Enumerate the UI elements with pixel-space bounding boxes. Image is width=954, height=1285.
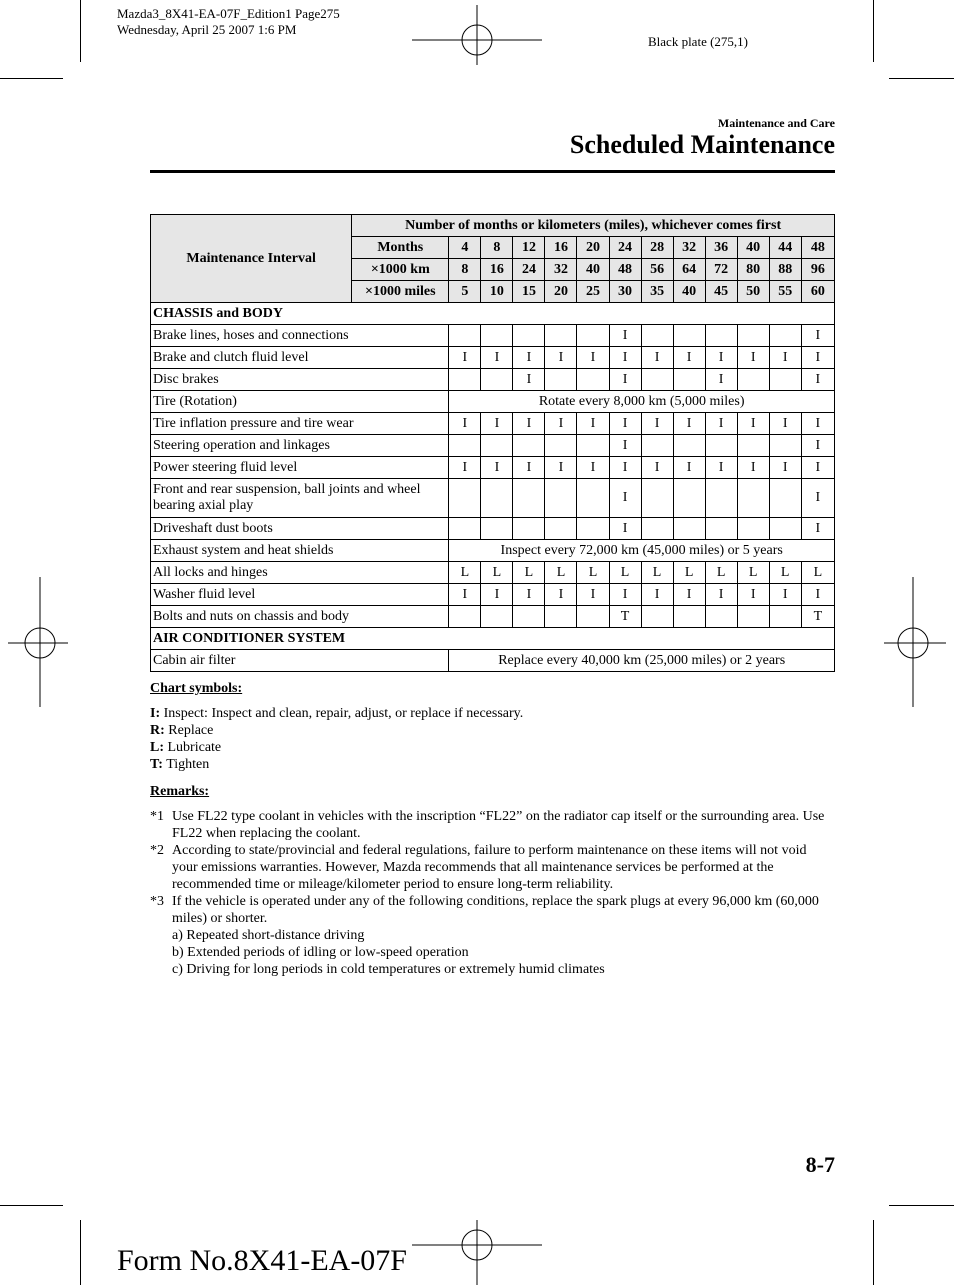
remark-sub-item: a) Repeated short-distance driving [172, 928, 365, 943]
schedule-cell [577, 479, 609, 518]
schedule-cell [737, 479, 769, 518]
schedule-cell [769, 606, 801, 628]
registration-mark-icon [884, 577, 946, 707]
schedule-cell: I [705, 347, 737, 369]
schedule-cell: I [705, 413, 737, 435]
schedule-cell: I [513, 584, 545, 606]
crop-mark [0, 78, 63, 79]
schedule-cell: I [801, 584, 834, 606]
km-cell: 48 [609, 259, 641, 281]
schedule-cell [513, 435, 545, 457]
item-label: Tire (Rotation) [151, 391, 449, 413]
item-label: Bolts and nuts on chassis and body [151, 606, 449, 628]
registration-mark-icon [8, 577, 68, 707]
km-cell: 40 [577, 259, 609, 281]
km-cell: 16 [481, 259, 513, 281]
item-label: Brake lines, hoses and connections [151, 325, 449, 347]
schedule-cell [513, 325, 545, 347]
schedule-cell: I [801, 325, 834, 347]
schedule-cell: I [769, 347, 801, 369]
schedule-cell: I [705, 584, 737, 606]
miles-cell: 20 [545, 281, 577, 303]
remark-text: According to state/provincial and federal regulations, failure to perform maintenance on these items will not void your emissions warranties. However, Mazda recommends that all maintenance services be performed at the recommended time or mileage/kilometer period to ensure long-term reliability. [172, 843, 807, 892]
schedule-cell: I [801, 413, 834, 435]
schedule-cell: L [513, 562, 545, 584]
schedule-cell [673, 325, 705, 347]
crop-mark [80, 1220, 81, 1285]
remarks-heading: Remarks: [150, 784, 210, 799]
schedule-cell: L [545, 562, 577, 584]
maintenance-table [150, 214, 835, 672]
schedule-cell [641, 325, 673, 347]
schedule-cell: I [545, 584, 577, 606]
crop-mark [80, 0, 81, 62]
crop-mark [873, 0, 874, 62]
months-cell: 48 [801, 237, 834, 259]
schedule-cell [737, 518, 769, 540]
schedule-cell: I [609, 325, 641, 347]
schedule-cell [577, 369, 609, 391]
months-cell: 12 [513, 237, 545, 259]
miles-cell: 25 [577, 281, 609, 303]
schedule-cell: I [641, 457, 673, 479]
registration-mark-icon [412, 5, 542, 65]
schedule-cell: I [481, 457, 513, 479]
schedule-cell [769, 325, 801, 347]
schedule-cell: I [545, 347, 577, 369]
remark-sub-item: b) Extended periods of idling or low-speed operation [172, 945, 469, 960]
table-row [151, 347, 835, 369]
miles-cell: 5 [449, 281, 481, 303]
schedule-cell: I [513, 413, 545, 435]
chart-symbols-list [150, 705, 523, 773]
km-cell: 80 [737, 259, 769, 281]
item-label: Exhaust system and heat shields [151, 540, 449, 562]
schedule-cell [481, 369, 513, 391]
schedule-cell: I [673, 347, 705, 369]
schedule-cell: I [449, 584, 481, 606]
km-cell: 88 [769, 259, 801, 281]
symbol-text: Replace [164, 723, 214, 738]
miles-cell: 35 [641, 281, 673, 303]
schedule-cell: I [449, 413, 481, 435]
symbol-key: T: [150, 757, 163, 772]
schedule-cell: I [609, 347, 641, 369]
schedule-cell: I [737, 347, 769, 369]
schedule-cell: I [577, 413, 609, 435]
schedule-cell: I [641, 413, 673, 435]
months-cell: 40 [737, 237, 769, 259]
symbol-item [150, 739, 523, 756]
schedule-cell: I [737, 457, 769, 479]
remark-sub-item: c) Driving for long periods in cold temperatures or extremely humid climates [172, 962, 605, 977]
table-row [151, 325, 835, 347]
schedule-cell: I [513, 347, 545, 369]
schedule-cell [737, 325, 769, 347]
km-cell: 96 [801, 259, 834, 281]
remark-item [150, 808, 835, 842]
schedule-cell: I [737, 584, 769, 606]
table-row [151, 369, 835, 391]
table-row [151, 562, 835, 584]
table-row [151, 650, 835, 672]
km-cell: 32 [545, 259, 577, 281]
schedule-cell [449, 606, 481, 628]
schedule-cell [769, 435, 801, 457]
item-label: Disc brakes [151, 369, 449, 391]
crop-mark [873, 1220, 874, 1285]
schedule-cell: I [513, 457, 545, 479]
km-label: ×1000 km [352, 259, 449, 281]
item-label: Steering operation and linkages [151, 435, 449, 457]
page-title: Scheduled Maintenance [569, 130, 835, 159]
remark-text: If the vehicle is operated under any of the following conditions, replace the spark plugs at every 96,000 km (60,000 miles) or shorter. [172, 894, 819, 926]
schedule-cell [481, 518, 513, 540]
schedule-cell: I [769, 413, 801, 435]
schedule-cell [673, 518, 705, 540]
table-row [151, 391, 835, 413]
miles-label: ×1000 miles [352, 281, 449, 303]
schedule-cell: I [513, 369, 545, 391]
schedule-cell: I [609, 479, 641, 518]
schedule-cell: I [801, 347, 834, 369]
schedule-cell: I [609, 457, 641, 479]
print-header [117, 6, 340, 38]
schedule-cell: L [609, 562, 641, 584]
schedule-cell: I [609, 435, 641, 457]
schedule-cell [673, 479, 705, 518]
schedule-cell [545, 606, 577, 628]
miles-cell: 40 [673, 281, 705, 303]
schedule-cell: I [481, 347, 513, 369]
schedule-cell [449, 435, 481, 457]
schedule-cell: I [769, 457, 801, 479]
months-cell: 32 [673, 237, 705, 259]
section-kicker: Maintenance and Care [717, 116, 835, 130]
schedule-cell [545, 435, 577, 457]
km-cell: 72 [705, 259, 737, 281]
table-row [151, 435, 835, 457]
months-label: Months [352, 237, 449, 259]
miles-cell: 45 [705, 281, 737, 303]
schedule-cell: I [641, 347, 673, 369]
item-label: Cabin air filter [151, 650, 449, 672]
plate-label: Black plate (275,1) [648, 34, 748, 49]
print-header-line1: Mazda3_8X41-EA-07F_Edition1 Page275 [117, 6, 340, 21]
symbol-key: R: [150, 723, 165, 738]
schedule-cell [449, 479, 481, 518]
schedule-cell [481, 435, 513, 457]
schedule-cell: I [609, 369, 641, 391]
table-row [151, 413, 835, 435]
schedule-cell: L [481, 562, 513, 584]
schedule-cell [641, 606, 673, 628]
schedule-cell: L [673, 562, 705, 584]
schedule-cell [481, 606, 513, 628]
interval-note: Replace every 40,000 km (25,000 miles) or 2 years [449, 650, 835, 672]
schedule-cell [577, 606, 609, 628]
item-label: Driveshaft dust boots [151, 518, 449, 540]
miles-cell: 60 [801, 281, 834, 303]
remark-item [150, 893, 835, 927]
table-row [151, 479, 835, 518]
schedule-cell: I [673, 584, 705, 606]
schedule-cell [705, 325, 737, 347]
schedule-cell: I [545, 457, 577, 479]
schedule-cell [769, 518, 801, 540]
chart-symbols-heading: Chart symbols: [150, 681, 243, 696]
schedule-cell: T [801, 606, 834, 628]
symbol-key: I: [150, 706, 161, 721]
schedule-cell [737, 606, 769, 628]
title-rule [150, 170, 835, 173]
schedule-cell: L [769, 562, 801, 584]
crop-mark [889, 1205, 954, 1206]
months-cell: 24 [609, 237, 641, 259]
months-cell: 16 [545, 237, 577, 259]
schedule-cell: I [577, 347, 609, 369]
schedule-cell [641, 435, 673, 457]
remarks-list [150, 808, 835, 978]
schedule-cell [513, 479, 545, 518]
schedule-cell: I [577, 584, 609, 606]
symbol-text: Tighten [162, 757, 210, 772]
symbol-item [150, 705, 523, 722]
schedule-cell [705, 479, 737, 518]
schedule-cell: L [449, 562, 481, 584]
schedule-cell [513, 518, 545, 540]
schedule-cell: I [737, 413, 769, 435]
km-cell: 8 [449, 259, 481, 281]
remark-number: *3 [150, 894, 164, 909]
schedule-cell [481, 325, 513, 347]
schedule-cell [545, 518, 577, 540]
symbol-text: Inspect: Inspect and clean, repair, adjust, or replace if necessary. [160, 706, 524, 721]
schedule-cell [641, 479, 673, 518]
schedule-cell [705, 606, 737, 628]
item-label: All locks and hinges [151, 562, 449, 584]
section-ac: AIR CONDITIONER SYSTEM [151, 628, 835, 650]
item-label: Front and rear suspension, ball joints and wheel bearing axial play [151, 479, 449, 518]
crop-mark [0, 1205, 63, 1206]
miles-cell: 30 [609, 281, 641, 303]
schedule-cell: I [609, 413, 641, 435]
interval-header: Maintenance Interval [151, 215, 352, 303]
symbol-key: L: [150, 740, 164, 755]
months-cell: 44 [769, 237, 801, 259]
schedule-cell [705, 435, 737, 457]
schedule-cell [641, 369, 673, 391]
registration-mark-icon [412, 1220, 542, 1285]
table-row [151, 518, 835, 540]
schedule-cell [481, 479, 513, 518]
schedule-cell: I [449, 347, 481, 369]
schedule-cell [737, 369, 769, 391]
schedule-cell: I [801, 479, 834, 518]
miles-cell: 10 [481, 281, 513, 303]
schedule-cell: I [801, 457, 834, 479]
schedule-cell [673, 369, 705, 391]
schedule-cell: L [577, 562, 609, 584]
schedule-cell [577, 325, 609, 347]
schedule-cell: I [769, 584, 801, 606]
remark-number: *1 [150, 809, 164, 824]
miles-cell: 55 [769, 281, 801, 303]
schedule-cell [449, 518, 481, 540]
schedule-cell: I [481, 413, 513, 435]
months-cell: 8 [481, 237, 513, 259]
table-row [151, 540, 835, 562]
schedule-cell: I [609, 518, 641, 540]
schedule-cell: I [673, 457, 705, 479]
schedule-cell [577, 518, 609, 540]
item-label: Washer fluid level [151, 584, 449, 606]
schedule-cell [705, 518, 737, 540]
print-header-line2: Wednesday, April 25 2007 1:6 PM [117, 22, 297, 37]
schedule-cell: L [737, 562, 769, 584]
item-label: Brake and clutch fluid level [151, 347, 449, 369]
item-label: Tire inflation pressure and tire wear [151, 413, 449, 435]
schedule-cell: I [609, 584, 641, 606]
schedule-cell: I [705, 457, 737, 479]
symbol-item [150, 756, 523, 773]
section-chassis: CHASSIS and BODY [151, 303, 835, 325]
schedule-cell: L [641, 562, 673, 584]
remark-number: *2 [150, 843, 164, 858]
schedule-cell [545, 369, 577, 391]
schedule-cell [513, 606, 545, 628]
schedule-cell: I [449, 457, 481, 479]
km-cell: 56 [641, 259, 673, 281]
km-cell: 64 [673, 259, 705, 281]
schedule-cell [449, 325, 481, 347]
symbol-text: Lubricate [164, 740, 222, 755]
schedule-cell [737, 435, 769, 457]
schedule-cell: I [481, 584, 513, 606]
remark-item [150, 842, 835, 893]
schedule-cell: I [545, 413, 577, 435]
table-row [151, 606, 835, 628]
table-row [151, 457, 835, 479]
crop-mark [889, 78, 954, 79]
form-number: Form No.8X41-EA-07F [117, 1244, 407, 1277]
schedule-cell [673, 606, 705, 628]
schedule-cell [545, 479, 577, 518]
schedule-cell [769, 369, 801, 391]
schedule-cell: I [801, 518, 834, 540]
months-cell: 36 [705, 237, 737, 259]
schedule-cell: L [705, 562, 737, 584]
months-cell: 4 [449, 237, 481, 259]
span-header: Number of months or kilometers (miles), whichever comes first [352, 215, 835, 237]
months-cell: 28 [641, 237, 673, 259]
table-row [151, 584, 835, 606]
miles-cell: 15 [513, 281, 545, 303]
schedule-cell: I [673, 413, 705, 435]
schedule-cell [449, 369, 481, 391]
months-cell: 20 [577, 237, 609, 259]
schedule-cell [577, 435, 609, 457]
schedule-cell: I [801, 369, 834, 391]
schedule-cell [769, 479, 801, 518]
interval-note: Inspect every 72,000 km (45,000 miles) or 5 years [449, 540, 835, 562]
item-label: Power steering fluid level [151, 457, 449, 479]
remark-text: Use FL22 type coolant in vehicles with the inscription “FL22” on the radiator cap itself or the surrounding area. Use FL22 when replacing the coolant. [172, 809, 825, 841]
symbol-item [150, 722, 523, 739]
schedule-cell: L [801, 562, 834, 584]
schedule-cell [641, 518, 673, 540]
page-number: 8-7 [805, 1152, 835, 1177]
interval-note: Rotate every 8,000 km (5,000 miles) [449, 391, 835, 413]
schedule-cell: I [801, 435, 834, 457]
schedule-cell: I [705, 369, 737, 391]
schedule-cell: I [577, 457, 609, 479]
km-cell: 24 [513, 259, 545, 281]
schedule-cell [673, 435, 705, 457]
schedule-cell: I [641, 584, 673, 606]
schedule-cell: T [609, 606, 641, 628]
miles-cell: 50 [737, 281, 769, 303]
schedule-cell [545, 325, 577, 347]
